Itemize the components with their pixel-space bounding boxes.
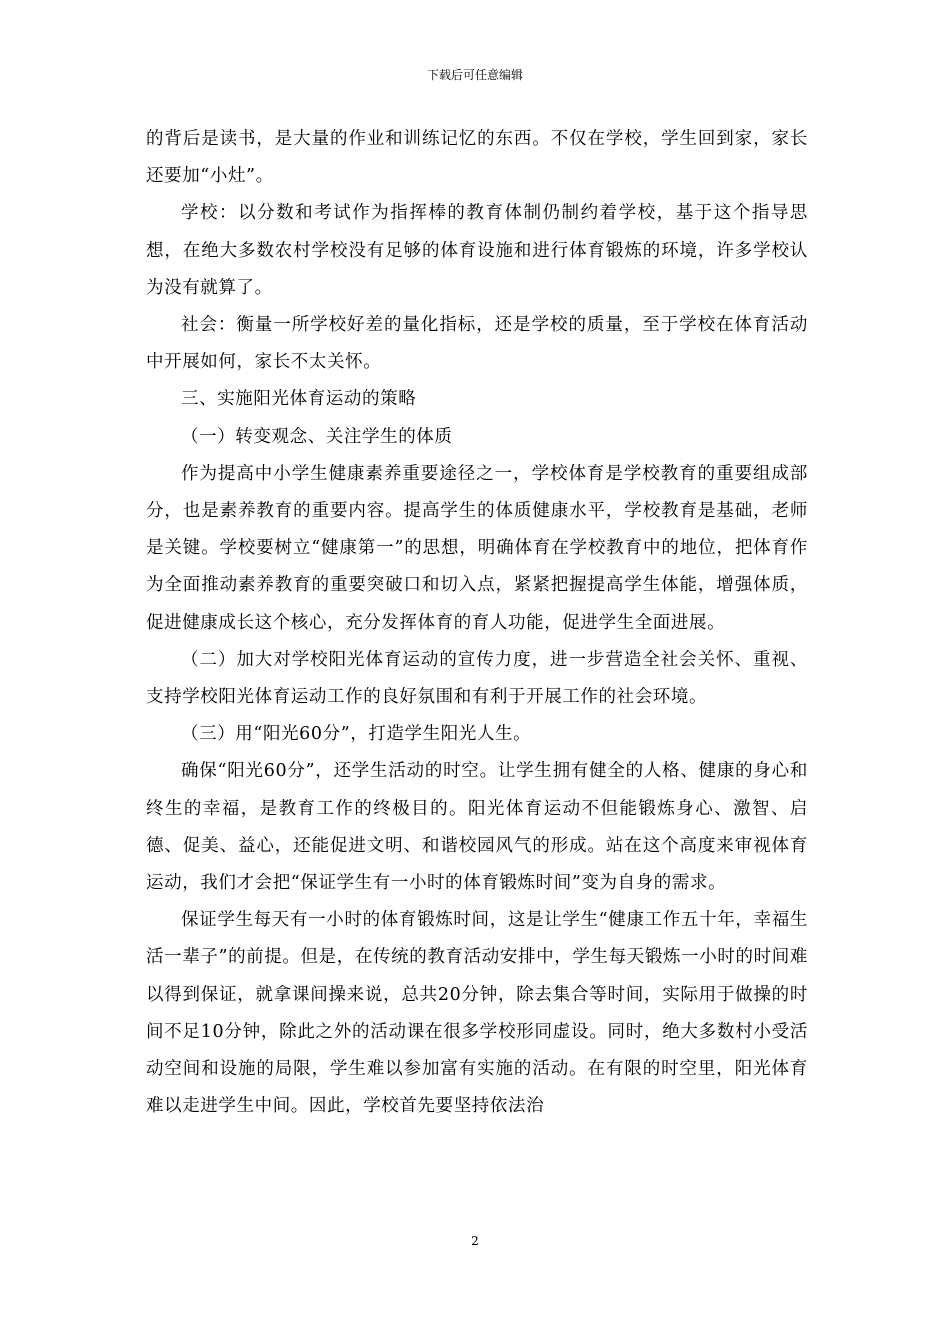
paragraph-body: 保证学生每天有一小时的体育锻炼时间，这是让学生“健康工作五十年，幸福生活一辈子”的前提。但是，在传统的教育活动安排中，学生每天锻炼一小时的时间难以得到保证，就拿课间操来说，总共20分钟，除去集合等时间，实际用于做操的时间不足10分钟，除此之外的活动课在很多学校形同虚设。同时，绝大多数村小受活动空间和设施的局限，学生难以参加富有实施的活动。在有限的时空里，阳光体育难以走进学生中间。因此，学校首先要坚持依法治 — [146, 910, 808, 1117]
subheading-two: （二）加大对学校阳光体育运动的宣传力度，进一步营造全社会关怀、重视、支持学校阳光体育运动工作的良好氛围和有利于开展工作的社会环境。 — [146, 649, 808, 708]
subheading-three: （三）用“阳光60分”，打造学生阳光人生。 — [181, 724, 532, 745]
document-body — [146, 121, 808, 1125]
page-number: 2 — [471, 1234, 479, 1248]
page-header: 下载后可任意编辑 — [426, 68, 523, 82]
subheading-one: （一）转变观念、关注学生的体质 — [181, 426, 453, 447]
paragraph-society: 社会：衡量一所学校好差的量化指标，还是学校的质量，至于学校在体育活动中开展如何，家长不太关怀。 — [146, 315, 808, 373]
paragraph-body: 作为提高中小学生健康素养重要途径之一，学校体育是学校教育的重要组成部分，也是素养教育的重要内容。提高学生的体质健康水平，学校教育是基础，老师是关键。学校要树立“健康第一”的思想，明确体育在学校教育中的地位，把体育作为全面推动素养教育的重要突破口和切入点，紧紧把握提高学生体能，增强体质，促进健康成长这个核心，充分发挥体育的育人功能，促进学生全面进展。 — [146, 463, 808, 633]
paragraph-body: 确保“阳光60分”，还学生活动的时空。让学生拥有健全的人格、健康的身心和终生的幸福，是教育工作的终极目的。阳光体育运动不但能锻炼身心、激智、启德、促美、益心，还能促进文明、和谐校园风气的形成。站在这个高度来审视体育运动，我们才会把“保证学生有一小时的体育锻炼时间”变为自身的需求。 — [146, 761, 808, 894]
paragraph-school: 学校：以分数和考试作为指挥棒的教育体制仍制约着学校，基于这个指导思想，在绝大多数农村学校没有足够的体育设施和进行体育锻炼的环境，许多学校认为没有就算了。 — [146, 203, 808, 298]
section-heading-strategy: 三、实施阳光体育运动的策略 — [181, 389, 417, 410]
paragraph-continuation: 的背后是读书，是大量的作业和训练记忆的东西。不仅在学校，学生回到家，家长还要加“小灶”。 — [146, 129, 808, 187]
